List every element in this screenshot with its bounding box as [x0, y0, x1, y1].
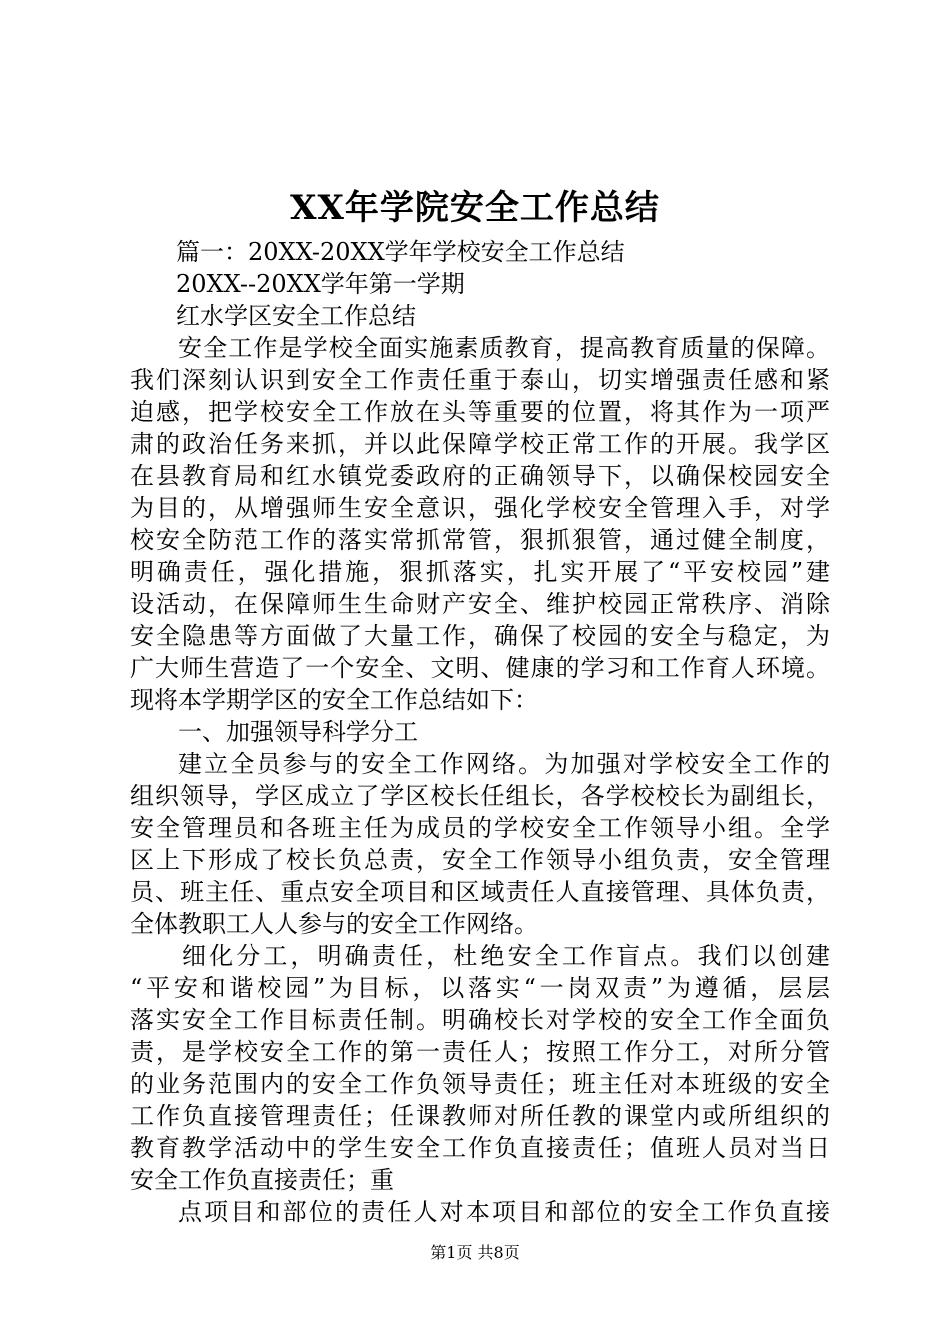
text-line: 为目的，从增强师生安全意识，强化学校安全管理入手，对学 [130, 494, 830, 522]
page-footer: 第1页 共8页 [430, 1243, 520, 1262]
section-heading: 一、加强领导科学分工 [178, 718, 418, 746]
text-line: 细化分工，明确责任，杜绝安全工作盲点。我们以创建 [182, 942, 830, 970]
text-line: 在县教育局和红水镇党委政府的正确领导下，以确保校园安全 [130, 462, 830, 490]
text-line: 迫感，把学校安全工作放在头等重要的位置，将其作为一项严 [130, 398, 830, 426]
text-line: 落实安全工作目标责任制。明确校长对学校的安全工作全面负 [130, 1006, 830, 1034]
text-line: 工作负直接管理责任；任课教师对所任教的课堂内或所组织的 [130, 1102, 830, 1130]
text-line: 全体教职工人人参与的安全工作网络。 [130, 910, 538, 938]
text-line: 明确责任，强化措施，狠抓落实，扎实开展了“平安校园”建 [130, 558, 830, 586]
text-line: “平安和谐校园”为目标，以落实“一岗双责”为遵循，层层 [130, 974, 830, 1002]
text-line: 安全隐患等方面做了大量工作，确保了校园的安全与稳定，为 [130, 622, 830, 650]
text-line: 20XX--20XX学年第一学期 [176, 270, 465, 298]
section-heading: 篇一：20XX-20XX学年学校安全工作总结 [176, 238, 625, 266]
text-line: 红水学区安全工作总结 [176, 302, 416, 330]
text-line: 点项目和部位的责任人对本项目和部位的安全工作负直接 [178, 1198, 830, 1226]
text-line: 安全工作是学校全面实施素质教育，提高教育质量的保障。 [178, 334, 830, 362]
text-line: 我们深刻认识到安全工作责任重于泰山，切实增强责任感和紧 [130, 366, 830, 394]
text-line: 广大师生营造了一个安全、文明、健康的学习和工作育人环境。 [130, 654, 830, 682]
text-line: 的业务范围内的安全工作负领导责任；班主任对本班级的安全 [130, 1070, 830, 1098]
text-line: 组织领导，学区成立了学区校长任组长，各学校校长为副组长， [130, 782, 830, 810]
text-line: 员、班主任、重点安全项目和区域责任人直接管理、具体负责， [130, 878, 830, 906]
text-line: 责，是学校安全工作的第一责任人；按照工作分工，对所分管 [130, 1038, 830, 1066]
text-line: 安全工作负直接责任；重 [130, 1166, 394, 1194]
text-line: 建立全员参与的安全工作网络。为加强对学校安全工作的 [178, 750, 830, 778]
text-line: 教育教学活动中的学生安全工作负直接责任；值班人员对当日 [130, 1134, 830, 1162]
text-line: 安全管理员和各班主任为成员的学校安全工作领导小组。全学 [130, 814, 830, 842]
text-line: 校安全防范工作的落实常抓常管，狠抓狠管，通过健全制度， [130, 526, 830, 554]
text-line: 设活动，在保障师生生命财产安全、维护校园正常秩序、消除 [130, 590, 830, 618]
document-title: XX年学院安全工作总结 [290, 188, 660, 228]
document-body [130, 236, 830, 1228]
text-line: 区上下形成了校长负总责，安全工作领导小组负责，安全管理 [130, 846, 830, 874]
text-line: 肃的政治任务来抓，并以此保障学校正常工作的开展。我学区 [130, 430, 830, 458]
text-line: 现将本学期学区的安全工作总结如下： [130, 686, 538, 714]
